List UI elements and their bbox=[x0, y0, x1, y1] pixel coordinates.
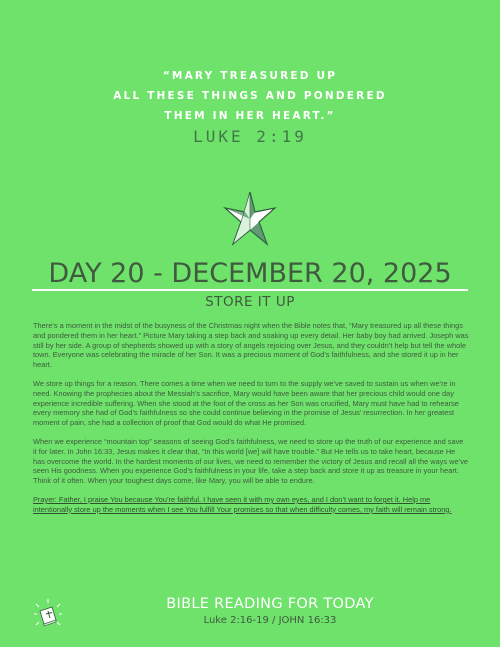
body-paragraph-1: There’s a moment in the midst of the busyness of the Christmas night when the Bible notes that, “Mary treasured up all these things and pondered them in her heart.” Picture Mary taking a step back and soaking up every detail. Her baby boy had arrived. Joseph was still by her side. A group of shepherds showed up with a story of angels rejoicing over Jesus, and they couldn’t help but tell the whole town. Everyone was celebrating the miracle of her Son. It was a precious moment of God’s faithfulness, and she stored it up in her heart. bbox=[33, 321, 469, 370]
prayer-text: Prayer: Father, I praise You because You’re faithful. I have seen it with my own eyes, and I don’t want to forget it. Help me intentionally store up the moments when I see You fulfill Your promises so that when difficulty comes, my faith will remain strong. bbox=[33, 494, 452, 514]
title-divider bbox=[32, 289, 468, 291]
quote-line-3: THEM IN HER HEART.” bbox=[164, 110, 336, 122]
bible-reading-heading: BIBLE READING FOR TODAY bbox=[166, 596, 374, 612]
star-icon bbox=[223, 190, 277, 248]
scripture-quote bbox=[0, 66, 500, 126]
body-paragraph-2: We store up things for a reason. There comes a time when we need to turn to the supply we’ve saved to sustain us when we’re in need. Knowing the prophecies about the Messiah’s sacrifice, Mary would have been aware that her precious child would one day experience incredible suffering. When she stood at the foot of the cross as her Son was crucified, Mary must have had to rehearse every memory she had of God’s faithfulness so she could continue believing in the promise of Jesus’ resurrection. In her greatest moment of pain, she had a collection of proof that God would do what He promised. bbox=[33, 378, 459, 428]
day-title: DAY 20 - DECEMBER 20, 2025 bbox=[48, 258, 452, 289]
body-paragraph-3: When we experience “mountain top” seasons of seeing God’s faithfulness, we need to store up the truth of our experience and save it for later. In John 16:33, Jesus makes it clear that, “In this world [we] will have trouble.” But He tells us to take heart, because He has overcome the world. In the hardest moments of our lives, we need to remember the victory of Jesus and recall all the ways we’ve seen His goodness. When you experience God’s faithfulness in your life, take a step back and store it up as treasure in your heart. Think of it often. When your toughest days come, like Mary, you will be able to endure. bbox=[33, 436, 469, 486]
devotional-subtitle: STORE IT UP bbox=[205, 294, 295, 310]
quote-reference: LUKE 2:19 bbox=[193, 127, 307, 146]
quote-line-2: ALL THESE THINGS AND PONDERED bbox=[113, 90, 387, 102]
quote-line-1: “MARY TREASURED UP bbox=[162, 70, 338, 82]
devotional-body bbox=[33, 321, 469, 524]
bible-reading-passages: Luke 2:16-19 / JOHN 16:33 bbox=[203, 615, 337, 626]
